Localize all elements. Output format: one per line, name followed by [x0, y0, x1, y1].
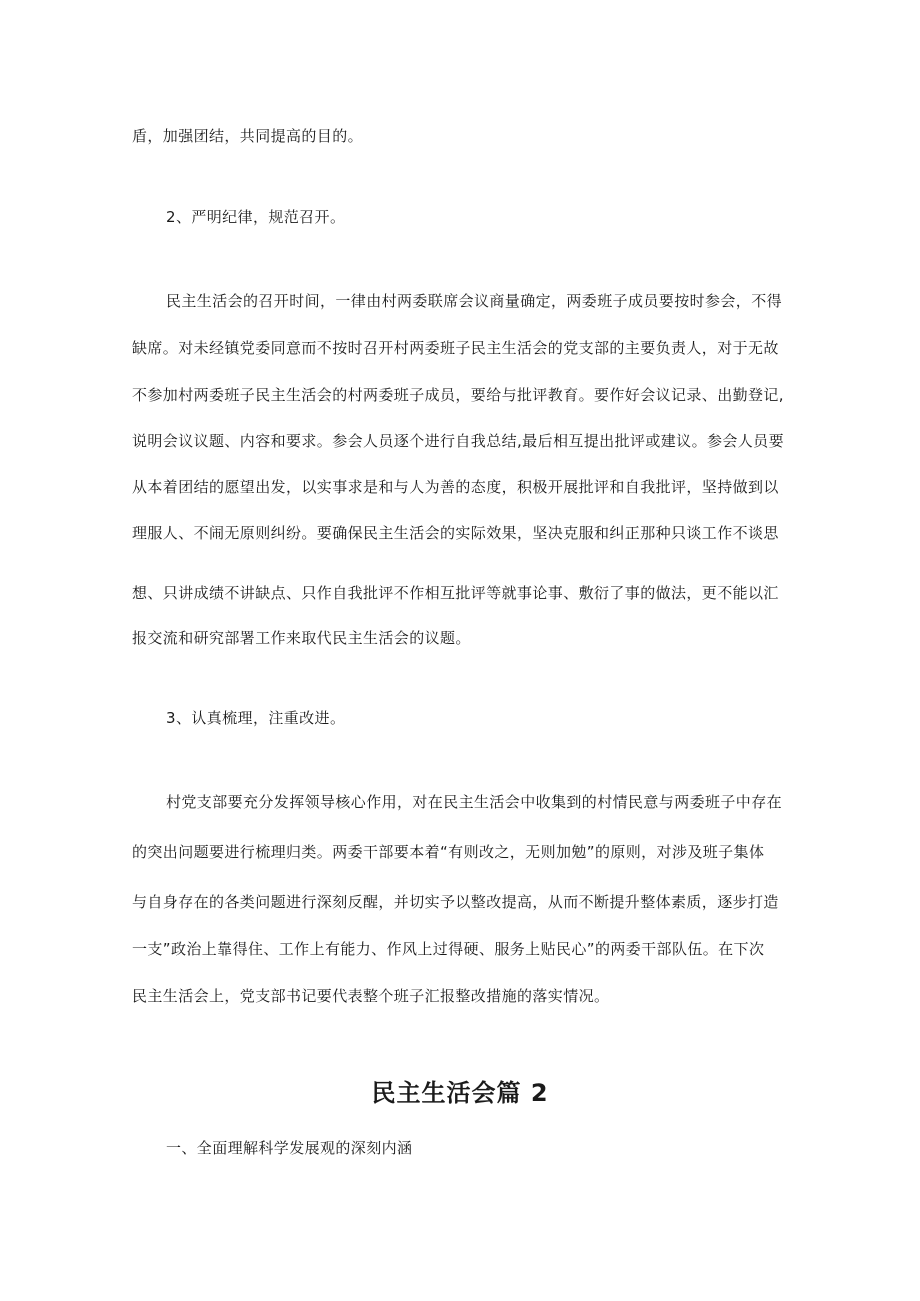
paragraph-line: 盾，加强团结，共同提高的目的。 [132, 127, 364, 145]
paragraph-line: 不参加村两委班子民主生活会的村两委班子成员，要给与批评教育。要作好会议记录、出勤登记, [132, 386, 784, 404]
paragraph-line: 想、只讲成绩不讲缺点、只作自我批评不作相互批评等就事论事、敷衍了事的做法，更不能以汇 [132, 584, 779, 602]
sub-heading: 一、全面理解科学发展观的深刻内涵 [166, 1139, 413, 1157]
paragraph-line: 理服人、不闹无原则纠纷。要确保民主生活会的实际效果，坚决克服和纠正那种只谈工作不谈思 [132, 524, 779, 542]
paragraph-line: 报交流和研究部署工作来取代民主生活会的议题。 [132, 629, 471, 647]
paragraph-line: 与自身存在的各类问题进行深刻反醒，并切实予以整改提高，从而不断提升整体素质，逐步打造 [132, 893, 779, 911]
section-heading: 民主生活会篇 2 [371, 1079, 549, 1107]
paragraph-line: 村党支部要充分发挥领导核心作用，对在民主生活会中收集到的村情民意与两委班子中存在 [166, 793, 783, 811]
paragraph-line: 从本着团结的愿望出发，以实事求是和与人为善的态度，积极开展批评和自我批评，坚持做到以 [132, 478, 779, 496]
paragraph-line: 民主生活会上，党支部书记要代表整个班子汇报整改措施的落实情况。 [132, 987, 610, 1005]
section-item-title: 2、严明纪律，规范召开。 [166, 208, 346, 226]
paragraph-line: 民主生活会的召开时间，一律由村两委联席会议商量确定，两委班子成员要按时参会，不得 [166, 292, 783, 310]
paragraph-line: 说明会议议题、内容和要求。参会人员逐个进行自我总结,最后相互提出批评或建议。参会人员要 [132, 432, 784, 450]
paragraph-line: 缺席。对未经镇党委同意而不按时召开村两委班子民主生活会的党支部的主要负责人，对于无故 [132, 339, 779, 357]
paragraph-line: 的突出问题要进行梳理归类。两委干部要本着“有则改之，无则加勉”的原则，对涉及班子集体 [132, 843, 765, 861]
section-item-title: 3、认真梳理，注重改进。 [166, 709, 346, 727]
paragraph-line: 一支”政治上靠得住、工作上有能力、作风上过得硬、服务上贴民心”的两委干部队伍。在下次 [132, 940, 765, 958]
